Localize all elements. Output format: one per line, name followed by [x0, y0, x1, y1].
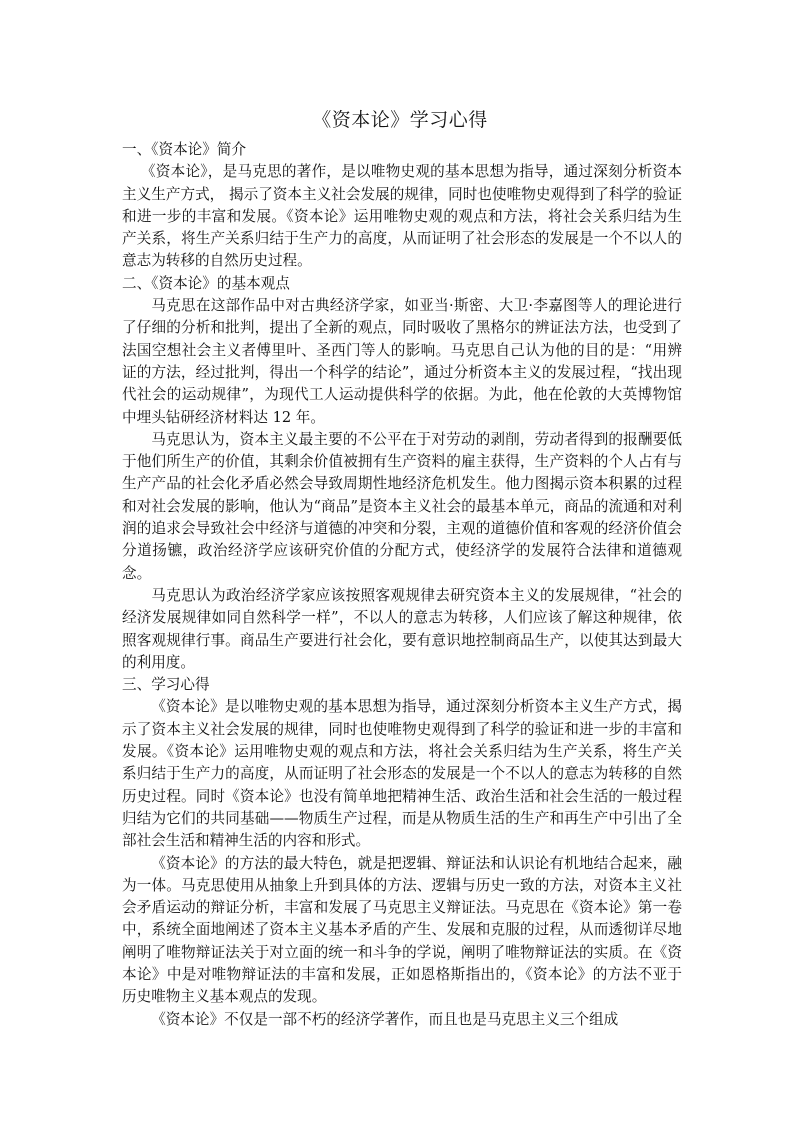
paragraph: 马克思认为，资本主义最主要的不公平在于对劳动的剥削，劳动者得到的报酬要低于他们所生产的价值，其剩余价值被拥有生产资料的雇主获得，生产资料的个人占有与生产产品的社会化矛盾必然会导致周期性地经济危机发生。他力图揭示资本积累的过程和对社会发展的影响，他认为“商品”是资本主义社会的最基本单元，商品的流通和对利润的追求会导致社会中经济与道德的冲突和分裂，主观的道德价值和客观的经济价值会分道扬镳，政治经济学应该研究价值的分配方式，使经济学的发展符合法律和道德观念。: [122, 430, 682, 582]
paragraph: 《资本论》，是马克思的著作，是以唯物史观的基本思想为指导，通过深刻分析资本主义生产方式， 揭示了资本主义社会发展的规律，同时也使唯物史观得到了科学的验证和进一步的丰富和发展。《资本论》运用唯物史观的观点和方法，将社会关系归结为生产关系，将生产关系归结于生产力的高度，从而证明了社会形态的发展是一个不以人的意志为转移的自然历史过程。: [122, 163, 682, 270]
paragraph: 《资本论》的方法的最大特色，就是把逻辑、辩证法和认识论有机地结合起来，融为一体。马克思使用从抽象上升到具体的方法、逻辑与历史一致的方法，对资本主义社会矛盾运动的辩证分析，丰富和发展了马克思主义辩证法。马克思在《资本论》第一卷中，系统全面地阐述了资本主义基本矛盾的产生、发展和克服的过程，从而透彻详尽地阐明了唯物辩证法关于对立面的统一和斗争的学说，阐明了唯物辩证法的实质。在《资本论》中是对唯物辩证法的丰富和发展，正如恩格斯指出的，《资本论》的方法不亚于历史唯物主义基本观点的发现。: [122, 854, 682, 1006]
paragraph: 马克思在这部作品中对古典经济学家，如亚当·斯密、大卫·李嘉图等人的理论进行了仔细的分析和批判，提出了全新的观点，同时吸收了黑格尔的辨证法方法，也受到了法国空想社会主义者傅里叶、圣西门等人的影响。马克思自己认为他的目的是：“用辨证的方法，经过批判，得出一个科学的结论”，通过分析资本主义的发展过程，“找出现代社会的运动规律”，为现代工人运动提供科学的依据。为此，他在伦敦的大英博物馆中埋头钻研经济材料达 12 年。: [122, 297, 682, 426]
section-heading-intro: 一、《资本论》简介: [122, 141, 247, 158]
document-title: 《资本论》学习心得: [312, 109, 488, 131]
section-heading-basic-views: 二、《资本论》的基本观点: [122, 274, 290, 292]
paragraph: 马克思认为政治经济学家应该按照客观规律去研究资本主义的发展规律，“社会的经济发展规律如同自然科学一样”，不以人的意志为转移，人们应该了解这种规律，依照客观规律行事。商品生产要进行社会化，要有意识地控制商品生产，以使其达到最大的利用度。: [122, 586, 682, 671]
paragraph: 《资本论》是以唯物史观的基本思想为指导，通过深刻分析资本主义生产方式，揭示了资本主义社会发展的规律，同时也使唯物史观得到了科学的验证和进一步的丰富和发展。《资本论》运用唯物史观的观点和方法，将社会关系归结为生产关系，将生产关系归结于生产力的高度，从而证明了社会形态的发展是一个不以人的意志为转移的自然历史过程。同时《资本论》也没有简单地把精神生活、政治生活和社会生活的一般过程归结为它们的共同基础——物质生产过程，而是从物质生活的生产和再生产中引出了全部社会生活和精神生活的内容和形式。: [122, 698, 682, 850]
paragraph: 《资本论》不仅是一部不朽的经济学著作，而且也是马克思主义三个组成: [151, 1010, 619, 1028]
document-body: [122, 139, 682, 1031]
section-heading-reflections: 三、学习心得: [122, 676, 210, 694]
